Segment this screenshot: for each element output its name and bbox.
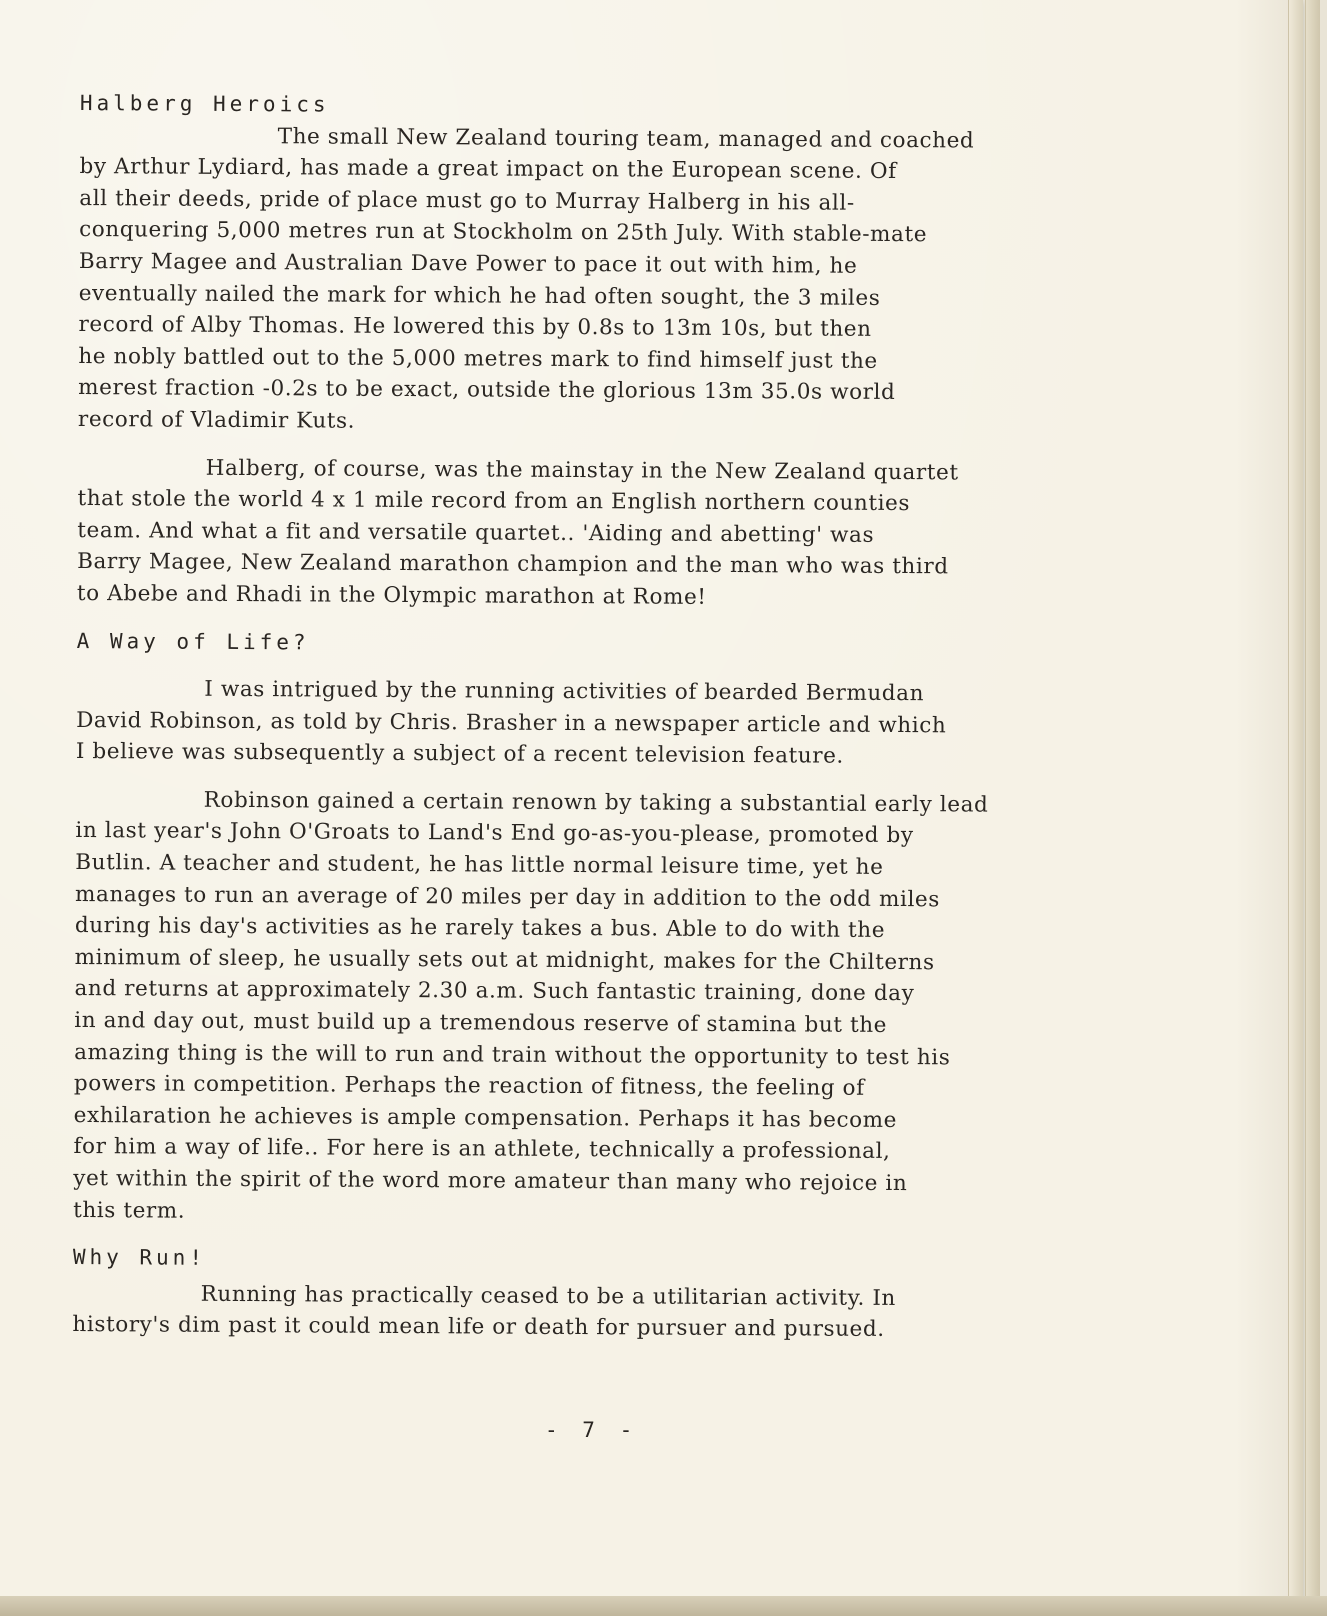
text-line: all their deeds, pride of place must go to Murray Halberg in his all- [79, 185, 855, 216]
section-heading-halberg: Halberg Heroics [79, 90, 330, 117]
text-line: I was intrigued by the running activities of bearded Bermudan [204, 676, 925, 707]
paragraph [78, 120, 1190, 443]
text-line: that stole the world 4 x 1 mile record from an English northern counties [77, 486, 911, 517]
text-line: for him a way of life.. For here is an athlete, technically a professional, [73, 1134, 891, 1165]
text-line: in and day out, must build up a tremendous reserve of stamina but the [74, 1008, 888, 1038]
section-heading-way-of-life: A Way of Life? [76, 628, 310, 654]
text-line: yet within the spirit of the word more amateur than many who rejoice in [73, 1165, 908, 1197]
text-line: Barry Magee and Australian Dave Power to pace it out with him, he [78, 248, 858, 279]
page-edge [1288, 0, 1303, 1616]
text-line: David Robinson, as told by Chris. Brasher in a newspaper article and which [76, 707, 947, 738]
paragraph [77, 452, 1188, 617]
paragraph [73, 784, 1186, 1233]
text-line: merest fraction -0.2s to be exact, outside the glorious 13m 35.0s world [78, 375, 896, 406]
text-line: during his day's activities as he rarely takes a bus. Able to do with the [74, 913, 886, 944]
text-line: The small New Zealand touring team, managed and coached [277, 123, 975, 154]
text-line: team. And what a fit and versatile quartet.. 'Aiding and abetting' was [77, 517, 875, 548]
page-number: - 7 - [545, 1418, 639, 1442]
text-line: and returns at approximately 2.30 a.m. Such fantastic training, done day [74, 976, 915, 1007]
text-line: conquering 5,000 metres run at Stockholm on 25th July. With stable-mate [79, 217, 928, 248]
text-line: Running has practically ceased to be a utilitarian activity. In [200, 1281, 896, 1311]
text-line: he nobly battled out to the 5,000 metres mark to find himself just the [78, 343, 878, 374]
article-body [72, 88, 1190, 1348]
section-heading-why-run: Why Run! [72, 1245, 207, 1270]
paragraph [76, 673, 1187, 775]
text-line: minimum of sleep, he usually sets out at midnight, makes for the Chilterns [74, 944, 935, 976]
text-line: I believe was subsequently a subject of a recent television feature. [75, 739, 844, 769]
text-line: record of Vladimir Kuts. [77, 406, 356, 434]
text-line: Robinson gained a certain renown by taking a substantial early lead [203, 787, 989, 818]
text-line: Halberg, of course, was the mainstay in the New Zealand quartet [205, 455, 959, 485]
text-line: by Arthur Lydiard, has made a great impact on the European scene. Of [79, 154, 897, 185]
text-line: Butlin. A teacher and student, he has little normal leisure time, yet he [75, 850, 884, 880]
text-line: eventually nailed the mark for which he had often sought, the 3 miles [78, 280, 881, 311]
text-line: history's dim past it could mean life or death for pursuer and pursued. [72, 1312, 885, 1343]
text-line: in last year's John O'Groats to Land's End go-as-you-please, promoted by [75, 818, 914, 849]
text-line: to Abebe and Rhadi in the Olympic marathon at Rome! [76, 580, 707, 610]
paragraph [72, 1278, 1182, 1348]
page-edge-back [1305, 0, 1320, 1616]
text-line: amazing thing is the will to run and train without the opportunity to test his [74, 1039, 951, 1070]
page-bottom-edge [0, 1596, 1327, 1616]
text-line: manages to run an average of 20 miles per day in addition to the odd miles [74, 881, 940, 912]
text-line: exhilaration he achieves is ample compensation. Perhaps it has become [73, 1102, 898, 1133]
text-line: Barry Magee, New Zealand marathon champion and the man who was third [77, 549, 949, 580]
text-line: powers in competition. Perhaps the reaction of fitness, the feeling of [73, 1071, 865, 1102]
text-line: record of Alby Thomas. He lowered this by 0.8s to 13m 10s, but then [78, 312, 872, 342]
text-line: this term. [73, 1197, 186, 1224]
